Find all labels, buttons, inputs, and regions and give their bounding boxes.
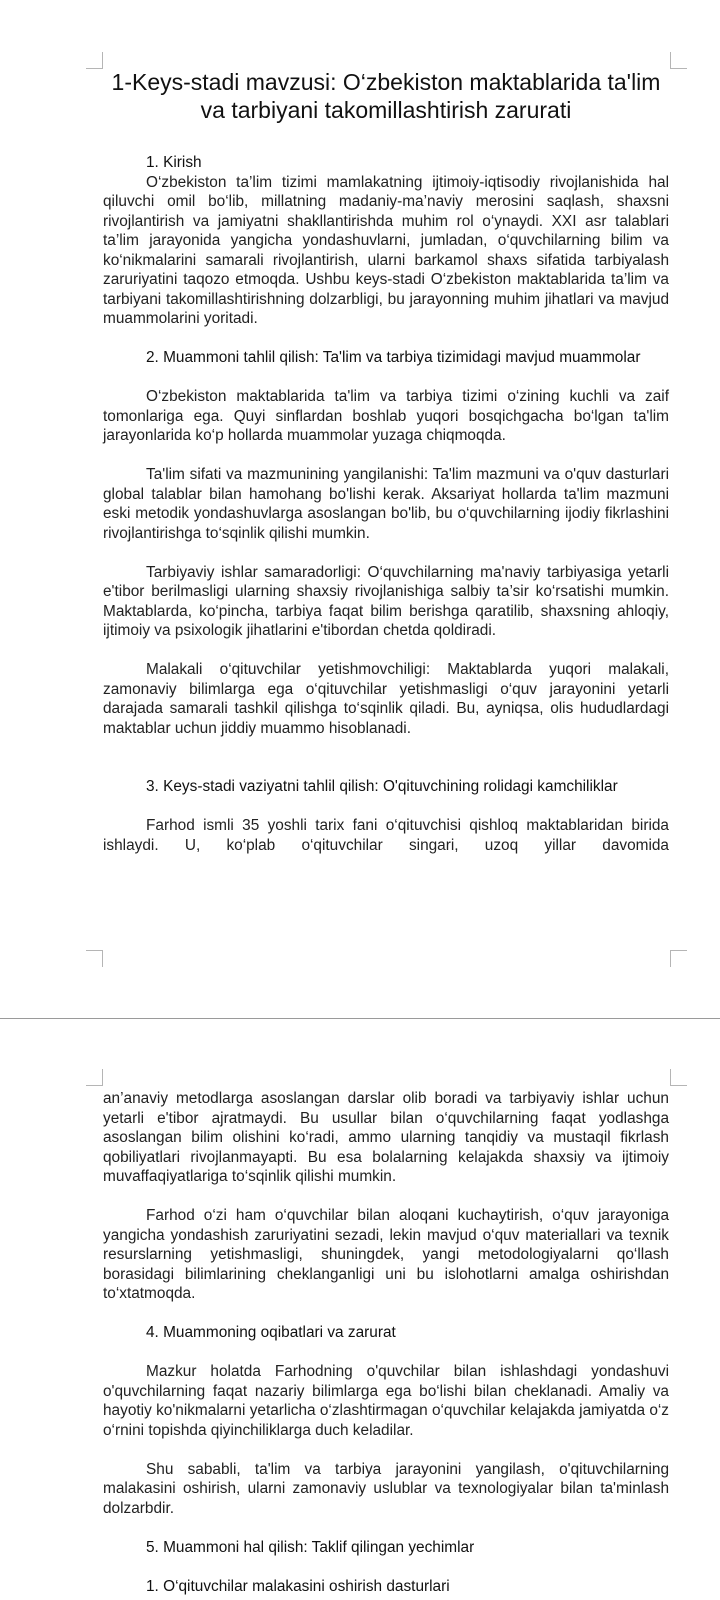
crop-mark-bottom-left <box>86 950 103 967</box>
page-2-content <box>103 1089 669 1596</box>
consequences-paragraph-2: Shu sababli, ta'lim va tarbiya jarayonini yangilash, o'qituvchilarning malakasini oshirish, ularni zamonaviy uslublar va texnologiyalar bilan ta'minlash dolzarbdir. <box>103 1460 669 1517</box>
analysis-paragraph-3: Tarbiyaviy ishlar samaradorligi: O‘quvchilarning ma'naviy tarbiyasiga yetarli e'tibor berilmasligi ularning shaxsiy rivojlanishiga salbiy ta’sir ko‘rsatishi mumkin. Maktablarda, ko‘pincha, tarbiya faqat bilim berishga qaratilib, shaxsning ahloqiy, ijtimoiy va psixologik jihatlarini e'tibordan chetda qoldiradi. <box>103 563 669 639</box>
document-title: 1-Keys-stadi mavzusi: O‘zbekiston maktablarida ta'lim va tarbiyani takomillashtirish zarurati <box>111 69 661 123</box>
analysis-paragraph-4: Malakali o‘qituvchilar yetishmovchiligi: Maktablarda yuqori malakali, zamonaviy bilimlarga ega o‘qituvchilar yetishmasligi o‘quv jarayonini yetarli darajada samarali tashkil qilishga to‘sqinlik qiladi. Bu, ayniqsa, olis hududlardagi maktablar uchun jiddiy muammo hisoblanadi. <box>103 661 669 737</box>
case-paragraph-2: Farhod o‘zi ham o‘quvchilar bilan aloqani kuchaytirish, o‘quv jarayoniga yangicha yondashish zaruriyatini sezadi, lekin mavjud o‘quv materiallari va texnik resurslarning yetishmasligi, shuningdek, yangi metodologiyalarni qo‘llash borasidagi bilimlarining cheklanganligi uni bu islohotlarni amalga oshirishdan to‘xtatmoqda. <box>103 1207 669 1302</box>
case-heading: 3. Keys-stadi vaziyatni tahlil qilish: O'qituvchining rolidagi kamchiliklar <box>146 778 618 795</box>
page-1-content <box>103 68 669 855</box>
document-page-2 <box>0 1019 720 1600</box>
analysis-paragraph-2: Ta'lim sifati va mazmunining yangilanishi: Ta'lim mazmuni va o'quv dasturlari global talablar bilan hamohang bo'lishi kerak. Aksariyat hollarda ta'lim mazmuni eski metodik yondashuvlarga asoslangan bo'lib, bu o‘quvchilarning ijodiy fikrlashini rivojlantirishga to‘sqinlik qilishi mumkin. <box>103 466 669 542</box>
crop-mark-top-right <box>670 1069 687 1086</box>
intro-heading: 1. Kirish <box>146 154 202 171</box>
crop-mark-top-left <box>86 1069 103 1086</box>
consequences-paragraph-1: Mazkur holatda Farhodning o'quvchilar bilan ishlashdagi yondashuvi o'quvchilarning faqat nazariy bilimlarga ega bo‘lishi bilan cheklanadi. Amaliy va hayotiy ko'nikmalarni yetarlicha o‘zlashtirmagan o‘quvchilar kelajakda jamiyatda o‘z o‘rnini topishda qiyinchiliklarga duch keladilar. <box>103 1363 669 1439</box>
crop-mark-top-right <box>670 52 687 69</box>
case-paragraph-1-continued: an’anaviy metodlarga asoslangan darslar olib boradi va tarbiyaviy ishlar uchun yetarli e'tibor ajratmaydi. Bu usullar bilan o‘quvchilarning faqat yodlashga asoslangan bilim olishini ko‘radi, ammo ularning tanqidiy va mustaqil fikrlash qobiliyatlari rivojlanmayapti. Bu esa bolalarning kelajakda shaxsiy va ijtimoiy muvaffaqiyatlariga to‘sqinlik qilishi mumkin. <box>103 1090 669 1185</box>
solutions-heading: 5. Muammoni hal qilish: Taklif qilingan yechimlar <box>146 1538 475 1556</box>
intro-paragraph: O‘zbekiston ta’lim tizimi mamlakatning ijtimoiy-iqtisodiy rivojlanishida hal qiluvchi omil bo‘lib, millatning madaniy-ma’naviy merosini saqlash, shaxsni rivojlantirish va jamiyatni shakllantirishda muhim rol o‘ynaydi. XXI asr talablari ta’lim jarayonida yangicha yondashuvlarni, jumladan, o‘quvchilarning bilim va ko‘nikmalarini samarali rivojlantirish, ularni barkamol shaxs sifatida tarbiyalash zaruriyatini taqozo etmoqda. Ushbu keys-stadi O‘zbekiston maktablarida ta’lim va tarbiyani takomillashtirishning dolzarbligi, bu jarayonning muhim jihatlari va mavjud muammolarini yoritadi. <box>103 173 669 327</box>
case-paragraph-1-start: Farhod ismli 35 yoshli tarix fani o‘qituvchisi qishloq maktablaridan birida ishlaydi. U, ko‘plab o‘qituvchilar singari, uzoq yillar davomida <box>103 817 669 854</box>
crop-mark-top-left <box>86 52 103 69</box>
solutions-item-1: 1. O‘qituvchilar malakasini oshirish dasturlari <box>146 1577 450 1595</box>
analysis-paragraph-1: O‘zbekiston maktablarida ta'lim va tarbiya tizimi o‘zining kuchli va zaif tomonlariga ega. Quyi sinflardan boshlab yuqori bosqichgacha bo‘lgan ta'lim jarayonlarida ko‘p hollarda muammolar yuzaga chiqmoqda. <box>103 388 669 444</box>
crop-mark-bottom-right <box>670 950 687 967</box>
consequences-heading: 4. Muammoning oqibatlari va zarurat <box>146 1324 396 1341</box>
analysis-heading: 2. Muammoni tahlil qilish: Ta'lim va tarbiya tizimidagi mavjud muammolar <box>146 349 641 366</box>
